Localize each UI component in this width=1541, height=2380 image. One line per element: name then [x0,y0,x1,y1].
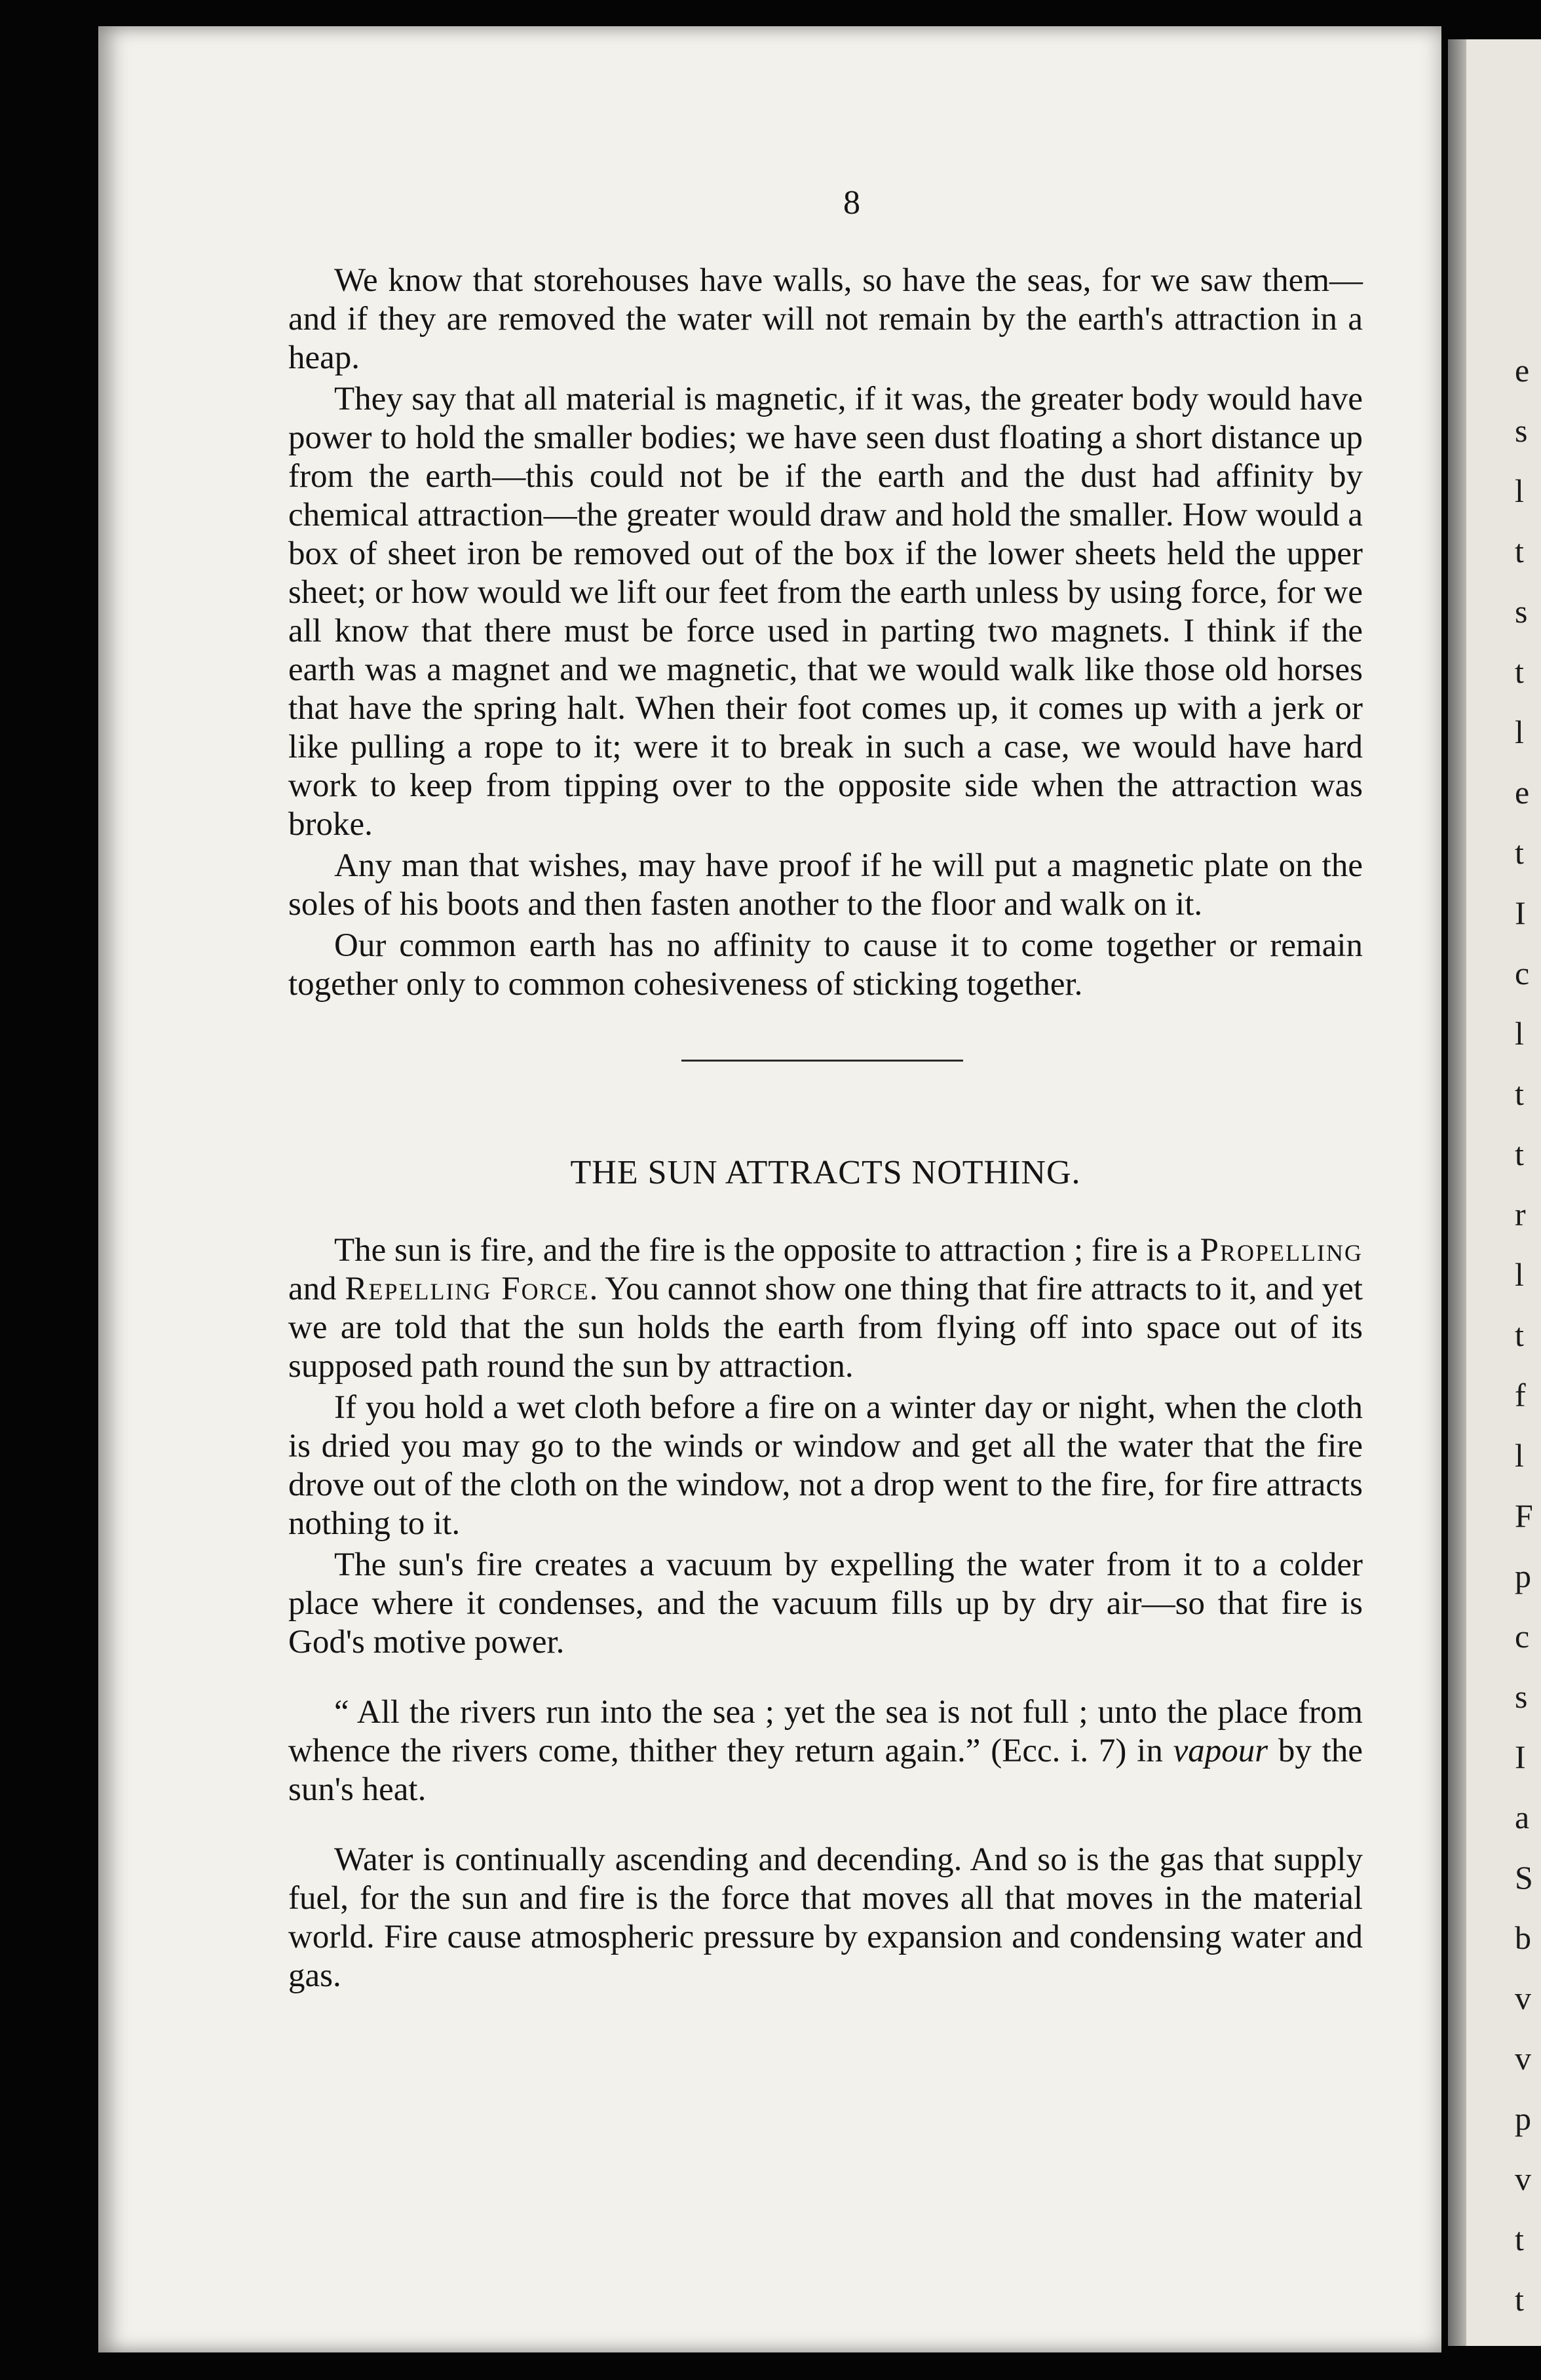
paragraph-storehouses: We know that storehouses have walls, so have the seas, for we saw them—and if they are removed the water will not remain by the earth's attraction in a heap. [288,262,1363,376]
adjacent-page-glyph: l [1515,714,1524,750]
text-run: The sun is fire, and the fire is the opposite to attraction ; fire is a [334,1232,1200,1269]
paragraph-water-ascending: Water is continually ascending and decending. And so is the gas that supply fuel, for the sun and fire is the force that moves all that moves in the material world. Fire cause atmospheric pressure by expansion and condensing water and gas. [288,1841,1363,1994]
adjacent-page-glyph: p [1515,1558,1531,1594]
adjacent-page-glyph: s [1515,593,1528,630]
adjacent-page-glyph: S [1515,1859,1533,1896]
adjacent-page-glyph: t [1515,1316,1524,1353]
emphasis-vapour: vapour [1173,1733,1268,1769]
adjacent-page-glyph: p [1515,2100,1531,2137]
adjacent-page-glyph: t [1515,1075,1524,1112]
adjacent-page-glyph: l [1515,1437,1524,1474]
adjacent-page-glyph: l [1515,1256,1524,1293]
page-gutter [1448,39,1466,2346]
adjacent-page-glyph: a [1515,1799,1530,1835]
paragraph-proof: Any man that wishes, may have proof if he will put a magnetic plate on the soles of his boots and then fasten another to the floor and walk on it. [288,847,1363,923]
text-run: . You cannot show one thing that fire attracts to it, and yet we are told that the sun holds the earth from flying off into space out of its supposed path round the sun by attraction. [288,1271,1363,1385]
section-heading: THE SUN ATTRACTS NOTHING. [570,1154,1081,1191]
adjacent-page-glyph: s [1515,412,1528,449]
adjacent-page-glyph: b [1515,1919,1531,1956]
text-run: by the sun's heat. [288,1733,1363,1808]
adjacent-page-glyph: t [1515,1136,1524,1172]
smallcaps-repelling-force: Repelling Force [345,1271,590,1307]
adjacent-page-glyph: I [1515,1738,1526,1775]
adjacent-page-glyph: I [1515,894,1526,931]
adjacent-page-glyph: s [1515,1678,1528,1715]
adjacent-page-glyph: v [1515,2160,1531,2197]
adjacent-page-glyph: c [1515,1618,1530,1655]
paragraph-wet-cloth: If you hold a wet cloth before a fire on a winter day or night, when the cloth is dried you may go to the winds or window and get all the water that the fire drove out of the cloth on the window, not a drop went to the fire, for fire attracts nothing to it. [288,1389,1363,1542]
adjacent-page-glyph: F [1515,1497,1533,1534]
smallcaps-propelling: Propelling [1200,1232,1363,1269]
adjacent-page-glyph: l [1515,472,1524,509]
paragraph-common-earth: Our common earth has no affinity to cause it to come together or remain together only to common cohesiveness of sticking together. [288,927,1363,1003]
page-number: 8 [843,184,860,221]
text-run: and [288,1271,345,1307]
paragraph-vacuum: The sun's fire creates a vacuum by expelling the water from it to a colder place where it condenses, and the vacuum fills up by dry air—so that fire is God's motive power. [288,1546,1363,1660]
adjacent-page-glyph: l [1515,1015,1524,1052]
adjacent-page-glyph: v [1515,2040,1531,2077]
adjacent-page-glyph: v [1515,1980,1531,2016]
adjacent-page-glyph: e [1515,774,1530,811]
section-divider [681,1060,963,1062]
adjacent-page-glyph: t [1515,533,1524,569]
page-content [288,183,1363,1995]
adjacent-page-glyph: t [1515,653,1524,690]
adjacent-page-glyph: t [1515,2281,1524,2318]
adjacent-page-glyph: t [1515,2221,1524,2257]
paragraph-magnetic: They say that all material is magnetic, if it was, the greater body would have power to hold the smaller bodies; we have seen dust floating a short distance up from the earth—this could not be if the earth and the dust had affinity by chemical attraction—the greater would draw and hold the smaller. How would a box of sheet iron be removed out of the box if the lower sheets held the upper sheet; or how would we lift our feet from the earth unless by using force, for we all know that there must be force used in parting two magnets. I think if the earth was a magnet and we magnetic, that we would walk like those old horses that have the spring halt. When their foot comes up, it comes up with a jerk or like pulling a rope to it; were it to break in such a case, we would have hard work to keep from tipping over to the opposite side when the attraction was broke. [288,381,1363,843]
text-run: “ All the rivers run into the sea ; yet the sea is not full ; unto the place from whence the rivers come, thither they return again.” (Ecc. i. 7) in [288,1694,1363,1769]
adjacent-page-glyph: t [1515,834,1524,871]
paragraph-sun-is-fire [288,1231,1363,1386]
adjacent-page-glyph: r [1515,1196,1526,1233]
adjacent-page-glyph: c [1515,955,1530,991]
adjacent-page-glyph: f [1515,1377,1526,1413]
adjacent-page-glyph: e [1515,352,1530,389]
paragraph-rivers-quote [288,1693,1363,1809]
